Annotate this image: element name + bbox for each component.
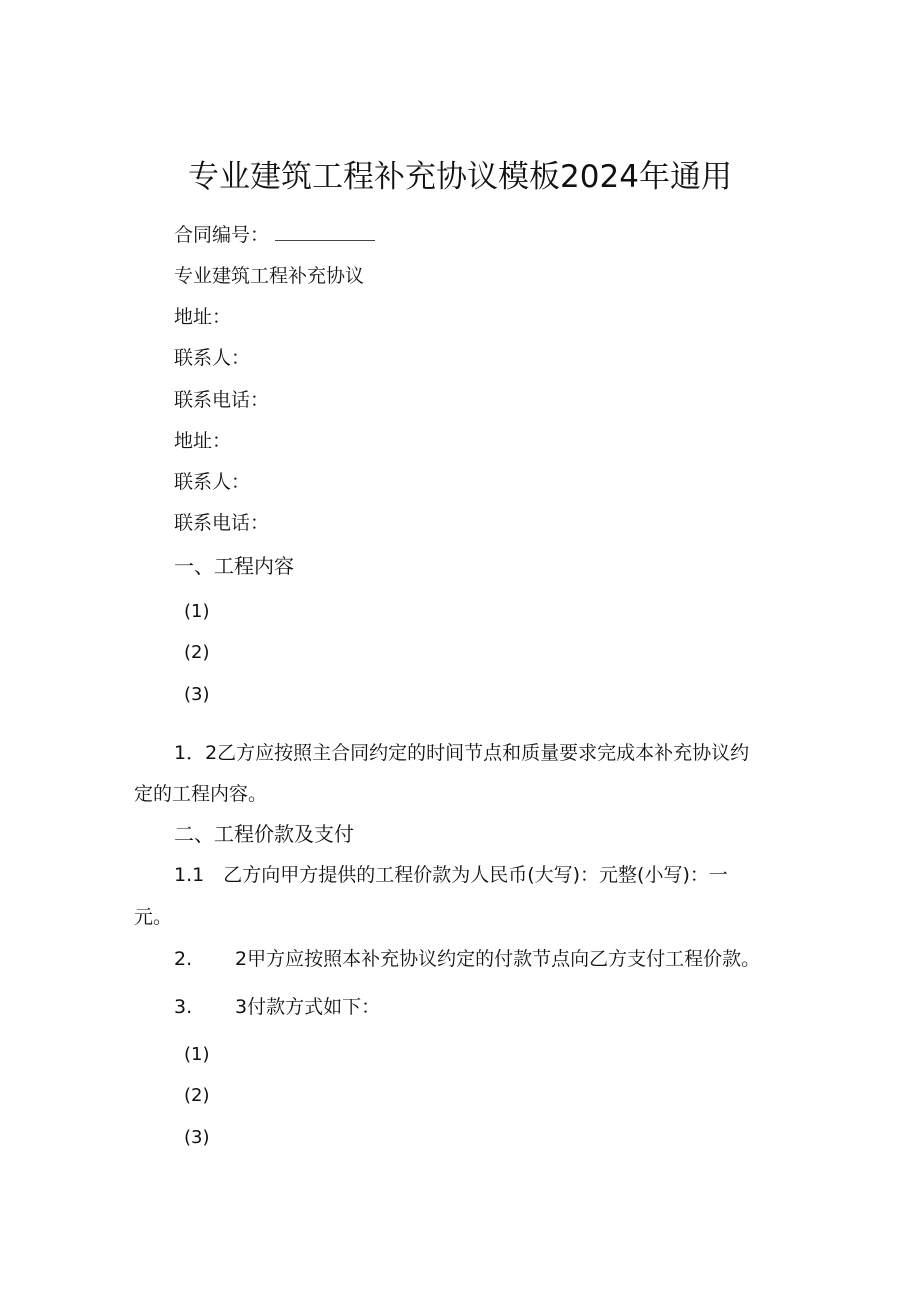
section2-clause3-text: 3付款方式如下： (235, 996, 381, 1018)
party-b-contact-label: 联系人： (174, 471, 251, 493)
section2-clause1-line2: 元。 (134, 906, 173, 928)
contract-number-label: 合同编号： (174, 224, 270, 246)
document-title: 专业建筑工程补充协议模板2024年通用 (188, 159, 732, 195)
section1-heading: 一、工程内容 (174, 554, 294, 578)
section2-item-1: (1) (184, 1044, 210, 1065)
section2-item-3: (3) (184, 1127, 210, 1148)
section2-clause2-text: 2甲方应按照本补充协议约定的付款节点向乙方支付工程价款。 (235, 948, 761, 970)
contract-number-blank (275, 228, 375, 241)
section1-item-3: (3) (184, 684, 210, 705)
document-subtitle: 专业建筑工程补充协议 (174, 265, 365, 287)
contract-number-line (174, 222, 375, 248)
section2-clause1-line1: 1.1 乙方向甲方提供的工程价款为人民币(大写)：元整(小写)：一 (174, 864, 728, 886)
party-b-address-label: 地址： (174, 430, 232, 452)
section2-clause3-number: 3. (174, 996, 193, 1018)
section1-clause-line1: 1．2乙方应按照主合同约定的时间节点和质量要求完成本补充协议约 (174, 742, 750, 764)
party-a-phone-label: 联系电话： (174, 389, 270, 411)
party-b-phone-label: 联系电话： (174, 512, 270, 534)
section2-heading: 二、工程价款及支付 (174, 822, 354, 846)
section2-clause2-number: 2. (174, 948, 193, 970)
party-a-address-label: 地址： (174, 306, 232, 328)
section1-clause-line2: 定的工程内容。 (134, 783, 268, 805)
section1-item-2: (2) (184, 642, 210, 663)
section2-item-2: (2) (184, 1085, 210, 1106)
party-a-contact-label: 联系人： (174, 347, 251, 369)
section1-item-1: (1) (184, 601, 210, 622)
